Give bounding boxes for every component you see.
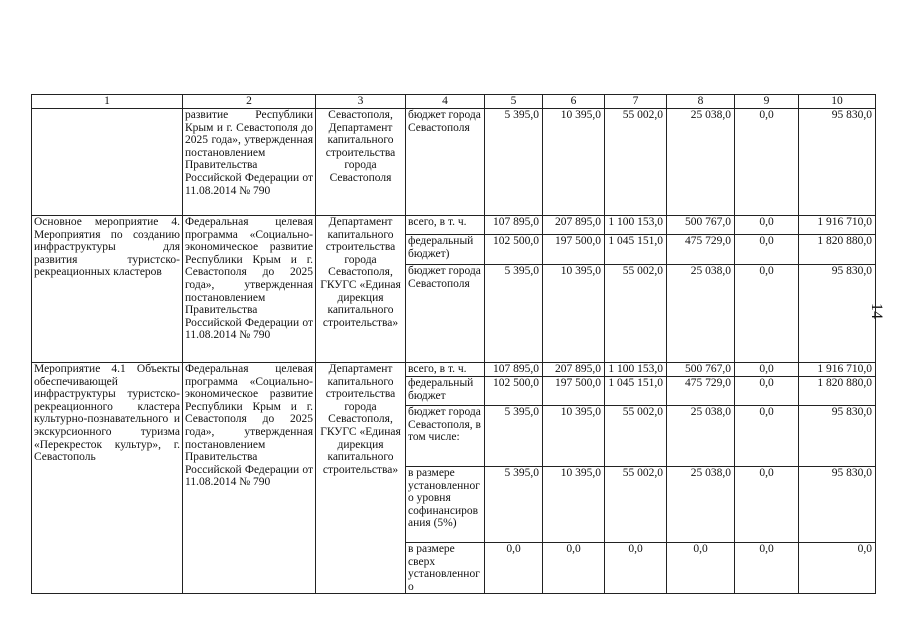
value-cell: 10 395,0: [543, 109, 605, 216]
program-cell: развитие Республики Крым и г. Севастополя до 2025 года», утвержденная постановлением Правительства Российской Федерации от 11.08.2014 № 790: [183, 109, 316, 216]
value-cell: 0,0: [735, 467, 799, 543]
value-cell: 500 767,0: [667, 363, 735, 377]
table-row: [32, 216, 876, 235]
value-cell: 0,0: [735, 109, 799, 216]
program-cell: Федеральная целевая программа «Социально-экономическое развитие Республики Крым и г. Севастополя до 2025 года», утвержденная постановлением Правительства Российской Федерации от 11.08.2014 № 790: [183, 363, 316, 594]
source-cell: в размере сверх установленного: [406, 543, 485, 594]
source-cell: федеральный бюджет): [406, 235, 485, 265]
value-cell: 10 395,0: [543, 406, 605, 467]
value-cell: 107 895,0: [485, 216, 543, 235]
value-cell: 0,0: [543, 543, 605, 594]
value-cell: 1 916 710,0: [799, 363, 876, 377]
source-cell: федеральный бюджет: [406, 377, 485, 406]
source-cell: бюджет города Севастополя, в том числе:: [406, 406, 485, 467]
value-cell: 475 729,0: [667, 377, 735, 406]
value-cell: 0,0: [485, 543, 543, 594]
table-row: [32, 109, 876, 216]
value-cell: 25 038,0: [667, 265, 735, 363]
value-cell: 0,0: [735, 543, 799, 594]
value-cell: 10 395,0: [543, 467, 605, 543]
value-cell: 207 895,0: [543, 363, 605, 377]
header-cell: 9: [735, 95, 799, 109]
value-cell: 25 038,0: [667, 406, 735, 467]
value-cell: 0,0: [735, 235, 799, 265]
executor-cell: Департамент капитального строительства города Севастополя, ГКУГС «Единая дирекция капитального строительства»: [316, 363, 406, 594]
value-cell: 55 002,0: [605, 265, 667, 363]
value-cell: 95 830,0: [799, 467, 876, 543]
source-cell: всего, в т. ч.: [406, 363, 485, 377]
budget-table: [31, 94, 876, 594]
page-number: 14: [868, 303, 885, 319]
value-cell: 0,0: [735, 216, 799, 235]
value-cell: 1 045 151,0: [605, 235, 667, 265]
event-cell: [32, 109, 183, 216]
value-cell: 197 500,0: [543, 235, 605, 265]
source-cell: всего, в т. ч.: [406, 216, 485, 235]
header-row: [32, 95, 876, 109]
header-cell: 6: [543, 95, 605, 109]
value-cell: 5 395,0: [485, 109, 543, 216]
event-cell: Мероприятие 4.1 Объекты обеспечивающей инфраструктуры туристско-рекреационного кластера культурно-познавательного и экскурсионного туризма «Перекресток культур», г. Севастополь: [32, 363, 183, 594]
value-cell: 1 916 710,0: [799, 216, 876, 235]
event-cell: Основное мероприятие 4. Мероприятия по созданию инфраструктуры для развития туристско-рекреационных кластеров: [32, 216, 183, 363]
header-cell: 8: [667, 95, 735, 109]
header-cell: 1: [32, 95, 183, 109]
value-cell: 500 767,0: [667, 216, 735, 235]
value-cell: 55 002,0: [605, 406, 667, 467]
source-cell: в размере установленного уровня софинансирования (5%): [406, 467, 485, 543]
value-cell: 102 500,0: [485, 377, 543, 406]
source-cell: бюджет города Севастополя: [406, 265, 485, 363]
executor-cell: Департамент капитального строительства города Севастополя, ГКУГС «Единая дирекция капитального строительства»: [316, 216, 406, 363]
header-cell: 3: [316, 95, 406, 109]
value-cell: 475 729,0: [667, 235, 735, 265]
value-cell: 0,0: [799, 543, 876, 594]
value-cell: 95 830,0: [799, 406, 876, 467]
header-cell: 2: [183, 95, 316, 109]
header-cell: 7: [605, 95, 667, 109]
value-cell: 5 395,0: [485, 467, 543, 543]
value-cell: 0,0: [735, 265, 799, 363]
value-cell: 5 395,0: [485, 406, 543, 467]
value-cell: 5 395,0: [485, 265, 543, 363]
value-cell: 0,0: [667, 543, 735, 594]
value-cell: 0,0: [605, 543, 667, 594]
value-cell: 0,0: [735, 406, 799, 467]
table-row: [32, 363, 876, 377]
value-cell: 95 830,0: [799, 265, 876, 363]
header-cell: 5: [485, 95, 543, 109]
value-cell: 1 820 880,0: [799, 235, 876, 265]
value-cell: 95 830,0: [799, 109, 876, 216]
value-cell: 55 002,0: [605, 109, 667, 216]
value-cell: 0,0: [735, 363, 799, 377]
value-cell: 102 500,0: [485, 235, 543, 265]
value-cell: 1 100 153,0: [605, 216, 667, 235]
value-cell: 10 395,0: [543, 265, 605, 363]
value-cell: 1 820 880,0: [799, 377, 876, 406]
value-cell: 1 100 153,0: [605, 363, 667, 377]
source-cell: бюджет города Севастополя: [406, 109, 485, 216]
value-cell: 25 038,0: [667, 467, 735, 543]
header-cell: 10: [799, 95, 876, 109]
value-cell: 0,0: [735, 377, 799, 406]
program-cell: Федеральная целевая программа «Социально-экономическое развитие Республики Крым и г. Севастополя до 2025 года», утвержденная постановлением Правительства Российской Федерации от 11.08.2014 № 790: [183, 216, 316, 363]
value-cell: 1 045 151,0: [605, 377, 667, 406]
value-cell: 25 038,0: [667, 109, 735, 216]
value-cell: 55 002,0: [605, 467, 667, 543]
value-cell: 107 895,0: [485, 363, 543, 377]
value-cell: 197 500,0: [543, 377, 605, 406]
value-cell: 207 895,0: [543, 216, 605, 235]
executor-cell: Севастополя, Департамент капитального строительства города Севастополя: [316, 109, 406, 216]
header-cell: 4: [406, 95, 485, 109]
